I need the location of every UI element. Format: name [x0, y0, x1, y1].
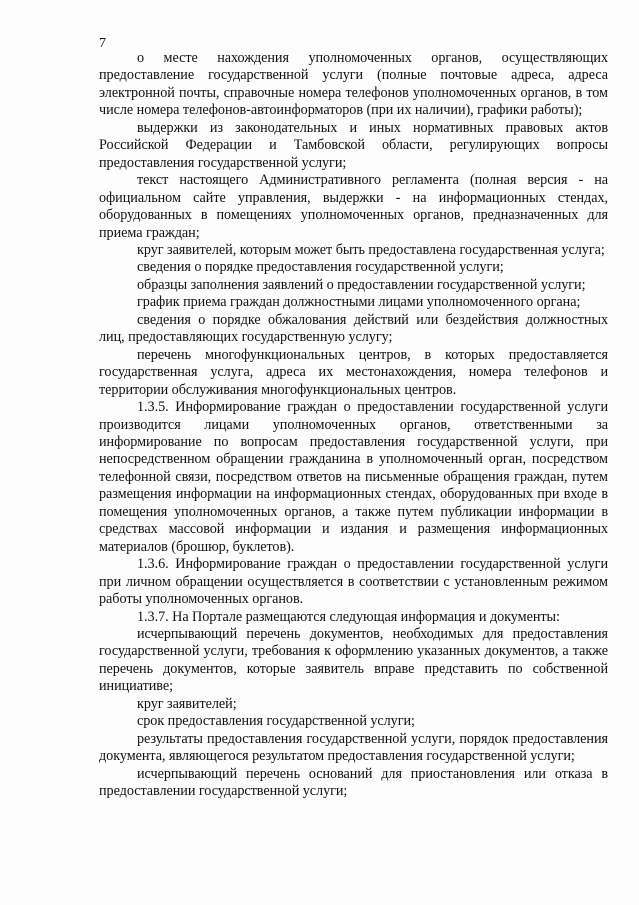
paragraph-section-1-3-6: 1.3.6. Информирование граждан о предоставлении государственной услуги при личном обращении осуществляется в соответствии с установленным режимом работы уполномоченных органов. — [99, 556, 608, 608]
paragraph-mfc-list: перечень многофункциональных центров, в которых предоставляется государственная услуга, адреса их местонахождения, номера телефонов и территории обслуживания многофункциональных центров. — [99, 346, 608, 398]
paragraph-service-results: результаты предоставления государственной услуги, порядок предоставления документа, являющегося результатом предоставления государственной услуги; — [99, 730, 608, 765]
paragraph-refusal-grounds: исчерпывающий перечень оснований для приостановления или отказа в предоставлении государственной услуги; — [99, 765, 608, 800]
paragraph-regulation-text: текст настоящего Административного регламента (полная версия - на официальном сайте управления, выдержки - на информационных стендах, оборудованных в помещениях уполномоченных органов, предназначенных для приема граждан; — [99, 172, 608, 241]
paragraph-application-samples: образцы заполнения заявлений о предоставлении государственной услуги; — [137, 276, 586, 293]
paragraph-section-1-3-5: 1.3.5. Информирование граждан о предоставлении государственной услуги производится лицами уполномоченных органов, ответственными за информирование по вопросам предоставления государственной услуги, при непосредственном обращении гражданина в уполномоченный орган, посредством телефонной связи, посредством ответов на письменные обращения граждан, путем размещения информации на информационных стендах, оборудованных при входе в помещения уполномоченных органов, а также путем публикации информации в средствах массовой информации и издания и размещения информационных материалов (брошюр, буклетов). — [99, 399, 608, 555]
paragraph-legal-extracts: выдержки из законодательных и иных нормативных правовых актов Российской Федерации и Тамбовской области, регулирующих вопросы предоставления государственной услуги; — [99, 119, 608, 171]
page-number: 7 — [99, 36, 106, 51]
paragraph-service-term: срок предоставления государственной услуги; — [137, 713, 415, 730]
paragraph-documents-list: исчерпывающий перечень документов, необходимых для предоставления государственной услуги, требования к оформлению указанных документов, а также перечень документов, которые заявитель вправе представить по собственной инициативе; — [99, 625, 608, 695]
paragraph-appeal-procedure: сведения о порядке обжалования действий или бездействия должностных лиц, предоставляющих государственную услугу; — [99, 311, 608, 346]
paragraph-applicants: круг заявителей; — [137, 695, 237, 712]
paragraph-office-location: о месте нахождения уполномоченных органов, осуществляющих предоставление государственной услуги (полные почтовые адреса, адреса электронной почты, справочные номера телефонов уполномоченных органов, в том числе номера телефонов-автоинформаторов (при их наличии), графики работы); — [99, 50, 608, 119]
document-body — [99, 50, 608, 800]
paragraph-applicants-scope: круг заявителей, которым может быть предоставлена государственная услуга; — [137, 241, 605, 258]
paragraph-procedure-info: сведения о порядке предоставления государственной услуги; — [137, 259, 504, 276]
paragraph-reception-schedule: график приема граждан должностными лицами уполномоченного органа; — [137, 294, 581, 311]
paragraph-section-1-3-7: 1.3.7. На Портале размещаются следующая информация и документы: — [137, 608, 560, 625]
